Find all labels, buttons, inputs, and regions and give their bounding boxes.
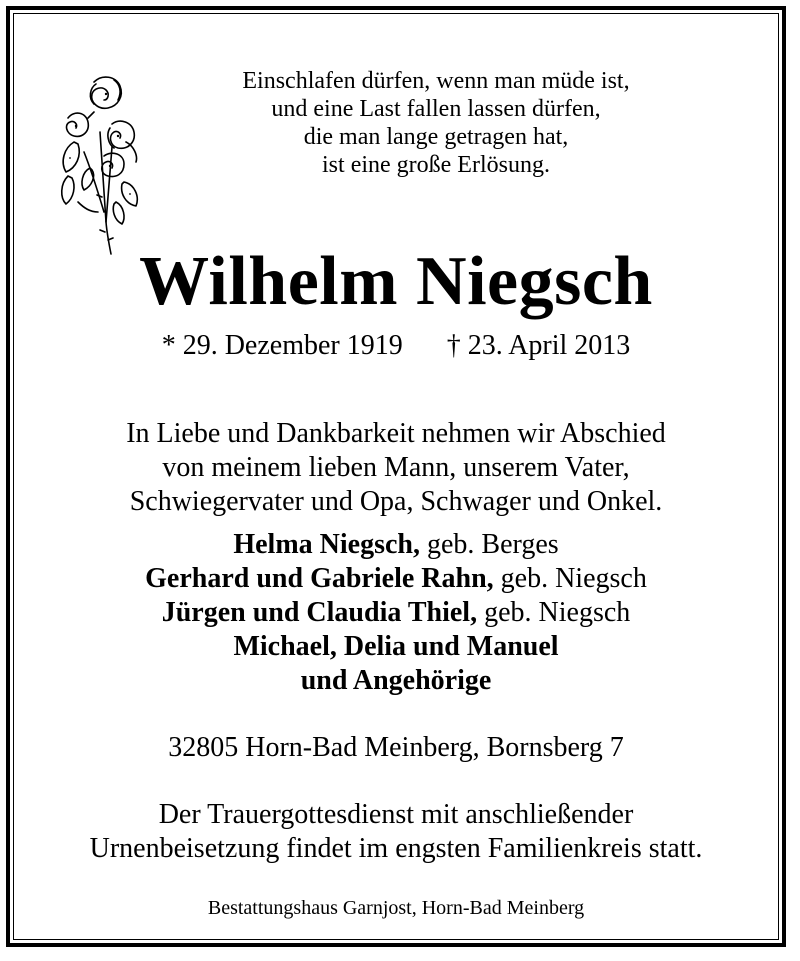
poem-line: Einschlafen dürfen, wenn man müde ist, [242,68,630,94]
address: 32805 Horn-Bad Meinberg, Bornsberg 7 [168,732,624,763]
mourner-line [10,630,782,664]
mourner-maiden-name: geb. Niegsch [493,563,647,594]
poem-line: ist eine große Erlösung. [322,152,550,178]
mourners-list [10,528,782,698]
mourner-maiden-name: geb. Niegsch [477,597,631,628]
mourner-name: Gerhard und Gabriele Rahn, [145,563,494,594]
farewell-line: In Liebe und Dankbarkeit nehmen wir Abschied [126,418,666,449]
mourner-name: und Angehörige [300,665,492,696]
deceased-name: Wilhelm Niegsch [139,243,653,320]
undertaker: Bestattungshaus Garnjost, Horn-Bad Meinberg [207,897,585,919]
life-dates [10,328,782,364]
mourner-name: Helma Niegsch, [233,529,420,560]
poem [50,67,800,179]
service-info [10,798,782,866]
obituary-notice [6,6,786,947]
mourner-line [10,664,782,698]
death-date: † 23. April 2013 [446,330,631,361]
farewell-line: von meinem lieben Mann, unserem Vater, [162,452,630,483]
service-line: Urnenbeisetzung findet im engsten Familienkreis statt. [89,833,703,864]
poem-line: und eine Last fallen lassen dürfen, [271,96,601,122]
mourner-line [10,596,782,630]
farewell-line: Schwiegervater und Opa, Schwager und Onkel. [129,486,663,517]
poem-line: die man lange getragen hat, [303,124,569,150]
mourner-name: Michael, Delia und Manuel [233,631,559,662]
birth-date: * 29. Dezember 1919 [161,330,403,361]
farewell-text [10,417,782,519]
mourner-name: Jürgen und Claudia Thiel, [161,597,478,628]
service-line: Der Trauergottesdienst mit anschließender [158,799,634,830]
mourner-line [10,562,782,596]
mourner-maiden-name: geb. Berges [419,529,559,560]
mourner-line [10,528,782,562]
